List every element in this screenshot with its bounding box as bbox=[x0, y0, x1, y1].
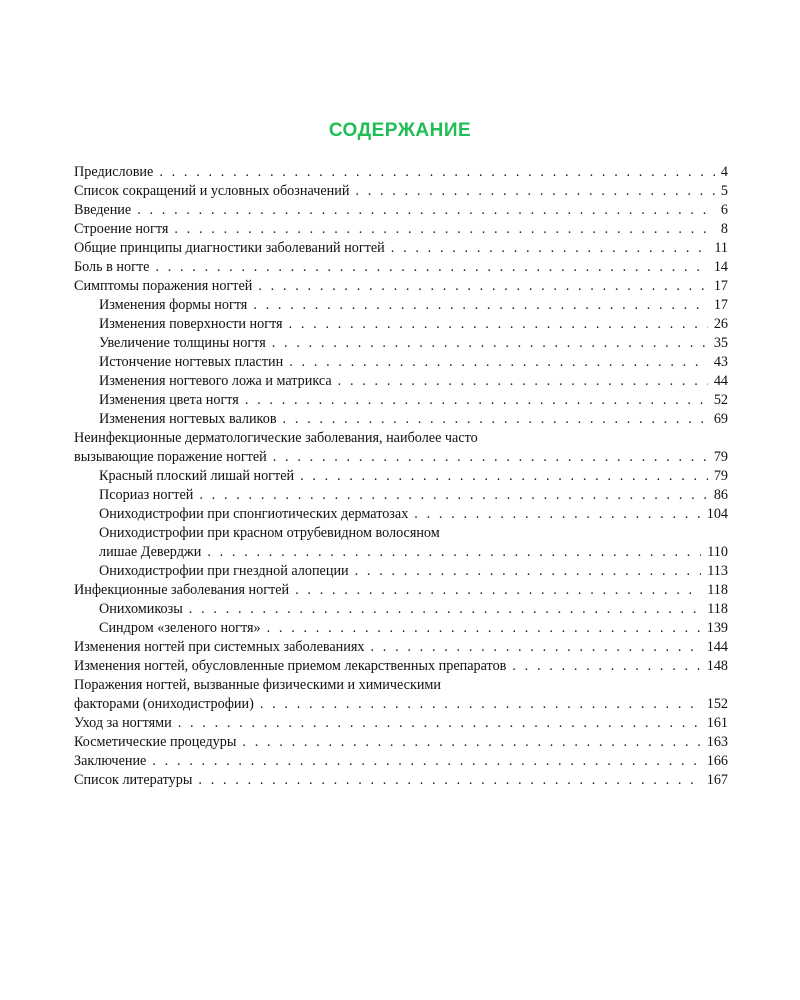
toc-entry[interactable] bbox=[74, 220, 728, 239]
table-of-contents bbox=[74, 163, 728, 790]
toc-entry[interactable] bbox=[74, 258, 728, 277]
toc-entry-title: Изменения ногтей при системных заболеваниях bbox=[74, 639, 365, 655]
dot-leader bbox=[253, 296, 707, 315]
toc-entry-title: факторами (ониходистрофии) bbox=[74, 696, 254, 712]
dot-leader bbox=[355, 562, 702, 581]
toc-entry[interactable] bbox=[74, 752, 728, 771]
toc-entry-page-number: 17 bbox=[713, 278, 728, 294]
dot-leader bbox=[189, 600, 701, 619]
dot-leader bbox=[159, 163, 715, 182]
toc-entry-title-line: Ониходистрофии при красном отрубевидном волосяном bbox=[99, 525, 440, 541]
toc-entry-page-number: 6 bbox=[720, 202, 728, 218]
toc-entry-title: Строение ногтя bbox=[74, 221, 169, 237]
dot-leader bbox=[207, 543, 701, 562]
dot-leader bbox=[272, 334, 708, 353]
toc-entry-page-number: 17 bbox=[713, 297, 728, 313]
toc-entry-page-number: 52 bbox=[713, 392, 728, 408]
toc-entry-page-number: 161 bbox=[706, 715, 728, 731]
toc-entry-page-number: 139 bbox=[706, 620, 728, 636]
dot-leader bbox=[174, 220, 715, 239]
toc-entry[interactable] bbox=[74, 714, 728, 733]
dot-leader bbox=[338, 372, 708, 391]
toc-entry-title: Инфекционные заболевания ногтей bbox=[74, 582, 290, 598]
toc-entry[interactable] bbox=[74, 733, 728, 752]
toc-entry-page-number: 4 bbox=[720, 164, 728, 180]
toc-entry[interactable] bbox=[74, 676, 728, 714]
toc-entry-title: Симптомы поражения ногтей bbox=[74, 278, 253, 294]
toc-entry-page-number: 163 bbox=[706, 734, 728, 750]
toc-entry-title: вызывающие поражение ногтей bbox=[74, 449, 267, 465]
dot-leader bbox=[199, 486, 707, 505]
toc-entry-title-line: Поражения ногтей, вызванные физическими и химическими bbox=[74, 677, 441, 693]
dot-leader bbox=[198, 771, 700, 790]
toc-entry-title: Увеличение толщины ногтя bbox=[99, 335, 266, 351]
toc-entry-page-number: 118 bbox=[707, 582, 728, 598]
toc-entry[interactable] bbox=[74, 201, 728, 220]
toc-entry-page-number: 79 bbox=[713, 449, 728, 465]
toc-entry[interactable] bbox=[99, 486, 728, 505]
dot-leader bbox=[289, 315, 708, 334]
toc-entry[interactable] bbox=[99, 315, 728, 334]
toc-entry-title: Изменения поверхности ногтя bbox=[99, 316, 283, 332]
toc-entry-title: Изменения цвета ногтя bbox=[99, 392, 239, 408]
toc-entry[interactable] bbox=[74, 163, 728, 182]
toc-entry[interactable] bbox=[99, 391, 728, 410]
toc-entry-page-number: 110 bbox=[707, 544, 728, 560]
toc-entry[interactable] bbox=[74, 581, 728, 600]
toc-entry-title: Синдром «зеленого ногтя» bbox=[99, 620, 261, 636]
dot-leader bbox=[300, 467, 708, 486]
toc-entry-page-number: 166 bbox=[706, 753, 728, 769]
toc-entry[interactable] bbox=[99, 410, 728, 429]
page-title: СОДЕРЖАНИЕ bbox=[328, 120, 472, 141]
toc-entry-page-number: 86 bbox=[713, 487, 728, 503]
toc-entry-page-number: 26 bbox=[713, 316, 728, 332]
toc-entry[interactable] bbox=[74, 657, 728, 676]
toc-entry[interactable] bbox=[99, 524, 728, 562]
toc-entry-page-number: 11 bbox=[714, 240, 728, 256]
toc-entry-title: Заключение bbox=[74, 753, 147, 769]
dot-leader bbox=[391, 239, 709, 258]
dot-leader bbox=[178, 714, 701, 733]
dot-leader bbox=[152, 752, 700, 771]
toc-entry-title: Истончение ногтевых пластин bbox=[99, 354, 284, 370]
toc-entry[interactable] bbox=[74, 239, 728, 258]
toc-entry[interactable] bbox=[99, 467, 728, 486]
toc-entry-page-number: 8 bbox=[720, 221, 728, 237]
dot-leader bbox=[414, 505, 700, 524]
toc-entry[interactable] bbox=[74, 638, 728, 657]
toc-entry-title: Псориаз ногтей bbox=[99, 487, 194, 503]
dot-leader bbox=[260, 695, 701, 714]
dot-leader bbox=[267, 619, 701, 638]
toc-entry-page-number: 144 bbox=[706, 639, 728, 655]
toc-entry-page-number: 148 bbox=[706, 658, 728, 674]
toc-entry-page-number: 118 bbox=[707, 601, 728, 617]
toc-entry[interactable] bbox=[74, 771, 728, 790]
toc-entry-page-number: 79 bbox=[713, 468, 728, 484]
dot-leader bbox=[137, 201, 715, 220]
dot-leader bbox=[512, 657, 700, 676]
toc-entry-title-line: Неинфекционные дерматологические заболевания, наиболее часто bbox=[74, 430, 478, 446]
toc-entry-page-number: 104 bbox=[706, 506, 728, 522]
toc-entry-title: Ониходистрофии при спонгиотических дерматозах bbox=[99, 506, 409, 522]
toc-entry-page-number: 35 bbox=[713, 335, 728, 351]
toc-entry-title: Красный плоский лишай ногтей bbox=[99, 468, 295, 484]
toc-entry-page-number: 43 bbox=[713, 354, 728, 370]
toc-entry-page-number: 152 bbox=[706, 696, 728, 712]
toc-entry[interactable] bbox=[99, 562, 728, 581]
toc-entry[interactable] bbox=[99, 505, 728, 524]
toc-entry-title: Изменения ногтевых валиков bbox=[99, 411, 277, 427]
toc-entry[interactable] bbox=[74, 182, 728, 201]
dot-leader bbox=[370, 638, 700, 657]
toc-entry-page-number: 5 bbox=[720, 183, 728, 199]
toc-entry-title: Изменения ногтевого ложа и матрикса bbox=[99, 373, 332, 389]
toc-entry-title: Введение bbox=[74, 202, 132, 218]
dot-leader bbox=[355, 182, 714, 201]
dot-leader bbox=[245, 391, 708, 410]
toc-entry[interactable] bbox=[99, 334, 728, 353]
toc-entry-page-number: 113 bbox=[707, 563, 728, 579]
toc-entry-title: Список сокращений и условных обозначений bbox=[74, 183, 350, 199]
toc-entry-title: Изменения ногтей, обусловленные приемом лекарственных препаратов bbox=[74, 658, 507, 674]
dot-leader bbox=[283, 410, 708, 429]
toc-entry-page-number: 14 bbox=[713, 259, 728, 275]
toc-entry-page-number: 167 bbox=[706, 772, 728, 788]
toc-entry-title: Боль в ногте bbox=[74, 259, 150, 275]
toc-entry-title: Онихомикозы bbox=[99, 601, 183, 617]
toc-entry[interactable] bbox=[99, 372, 728, 391]
dot-leader bbox=[295, 581, 701, 600]
toc-entry-title: лишае Деверджи bbox=[99, 544, 202, 560]
toc-entry-page-number: 69 bbox=[713, 411, 728, 427]
dot-leader bbox=[273, 448, 708, 467]
toc-entry[interactable] bbox=[99, 619, 728, 638]
dot-leader bbox=[258, 277, 707, 296]
toc-entry[interactable] bbox=[74, 277, 728, 296]
dot-leader bbox=[242, 733, 700, 752]
toc-entry-title: Косметические процедуры bbox=[74, 734, 237, 750]
toc-entry[interactable] bbox=[74, 429, 728, 467]
toc-entry-title: Общие принципы диагностики заболеваний ногтей bbox=[74, 240, 385, 256]
toc-entry[interactable] bbox=[99, 296, 728, 315]
toc-entry[interactable] bbox=[99, 600, 728, 619]
toc-entry-title: Предисловие bbox=[74, 164, 154, 180]
toc-entry-title: Изменения формы ногтя bbox=[99, 297, 248, 313]
toc-entry[interactable] bbox=[99, 353, 728, 372]
toc-entry-title: Уход за ногтями bbox=[74, 715, 172, 731]
toc-entry-title: Список литературы bbox=[74, 772, 193, 788]
toc-entry-page-number: 44 bbox=[713, 373, 728, 389]
dot-leader bbox=[155, 258, 707, 277]
dot-leader bbox=[289, 353, 708, 372]
toc-entry-title: Ониходистрофии при гнездной алопеции bbox=[99, 563, 349, 579]
